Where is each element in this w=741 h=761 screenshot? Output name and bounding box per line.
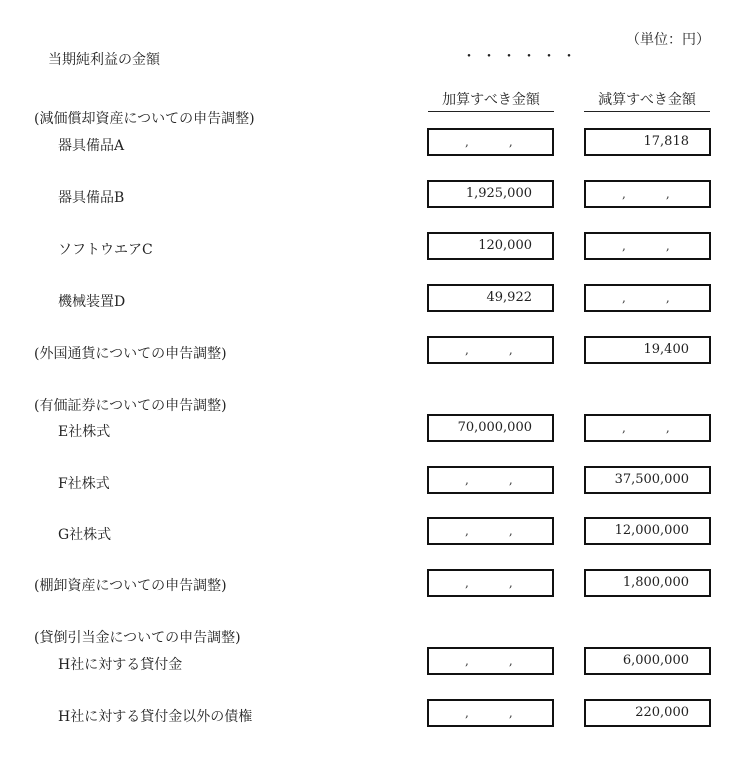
add-field-equipment-a[interactable]: ,, [427,128,554,156]
row-label-machine-d: 機械装置D [58,294,126,310]
row-label-equipment-b: 器具備品B [58,190,125,206]
subtract-field-inventory[interactable]: 1,800,000 [584,569,711,597]
subtract-field-software-c[interactable]: ,, [584,232,711,260]
section-foreign-currency: (外国通貨についての申告調整) [34,346,227,362]
add-field-stock-g[interactable]: ,, [427,517,554,545]
row-label-stock-f: F社株式 [58,476,110,492]
net-income-value: ・・・・・・ [462,49,582,65]
subtract-field-equipment-b[interactable]: ,, [584,180,711,208]
subtract-column-header: 減算すべき金額 [584,89,710,112]
net-income-label: 当期純利益の金額 [48,52,160,68]
add-field-receivable-h[interactable]: ,, [427,699,554,727]
row-label-stock-g: G社株式 [58,527,112,543]
subtract-field-stock-e[interactable]: ,, [584,414,711,442]
add-field-foreign-currency[interactable]: ,, [427,336,554,364]
section-depreciable-assets: (減価償却資産についての申告調整) [34,111,255,127]
subtract-field-equipment-a[interactable]: 17,818 [584,128,711,156]
add-field-stock-f[interactable]: ,, [427,466,554,494]
section-securities: (有価証券についての申告調整) [34,398,227,414]
row-label-equipment-a: 器具備品A [58,138,125,154]
section-inventory: (棚卸資産についての申告調整) [34,578,227,594]
subtract-field-machine-d[interactable]: ,, [584,284,711,312]
add-field-software-c[interactable]: 120,000 [427,232,554,260]
unit-label: （単位：円） [626,32,710,48]
row-label-software-c: ソフトウエアC [58,242,153,258]
section-bad-debt-allowance: (貸倒引当金についての申告調整) [34,630,241,646]
subtract-field-stock-g[interactable]: 12,000,000 [584,517,711,545]
add-column-header: 加算すべき金額 [428,89,554,112]
add-field-inventory[interactable]: ,, [427,569,554,597]
subtract-field-receivable-h[interactable]: 220,000 [584,699,711,727]
add-field-loan-h[interactable]: ,, [427,647,554,675]
add-field-equipment-b[interactable]: 1,925,000 [427,180,554,208]
add-field-machine-d[interactable]: 49,922 [427,284,554,312]
row-label-stock-e: E社株式 [58,424,111,440]
add-field-stock-e[interactable]: 70,000,000 [427,414,554,442]
subtract-field-foreign-currency[interactable]: 19,400 [584,336,711,364]
row-label-receivable-h: H社に対する貸付金以外の債権 [58,709,253,725]
subtract-field-loan-h[interactable]: 6,000,000 [584,647,711,675]
subtract-field-stock-f[interactable]: 37,500,000 [584,466,711,494]
row-label-loan-h: H社に対する貸付金 [58,657,183,673]
